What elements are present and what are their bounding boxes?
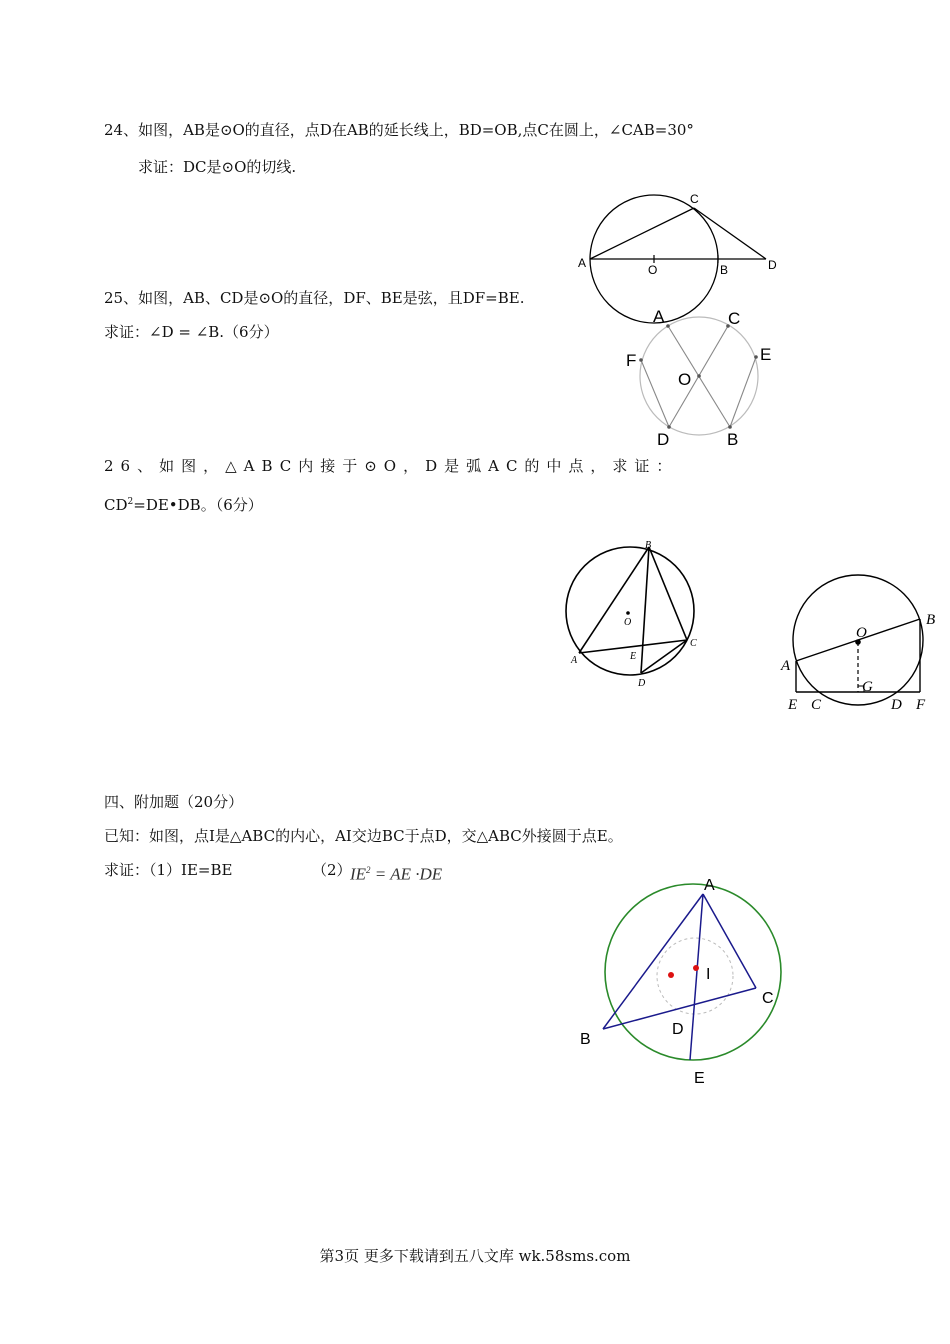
extra-label-c: C (811, 697, 822, 713)
bonus-given: 已知：如图，点I是△ABC的内心，AI交边BC于点D，交△ABC外接圆于点E。 (104, 827, 623, 845)
q26-label-o: O (624, 617, 632, 628)
q26-label-e: E (630, 651, 637, 662)
bonus-figure (570, 872, 790, 1092)
page-footer: 第3页 更多下载请到五八文库 wk.58sms.com (319, 1247, 631, 1265)
q25-label-c: C (728, 309, 741, 328)
q25-prove: 求证：∠D = ∠B.（6分） (104, 323, 279, 341)
extra-label-e: E (788, 697, 798, 713)
q25-label-e: E (760, 345, 772, 364)
extra-label-g: G (862, 679, 873, 695)
q24-label-c: C (690, 192, 699, 206)
bonus-title: 四、附加题（20分） (104, 793, 244, 811)
q26-label-d: D (638, 678, 646, 689)
bonus-label-a: A (704, 877, 715, 894)
extra-label-b: B (926, 612, 936, 628)
q26-prove: $CD^2=DE•DB$。（6分） (104, 496, 263, 514)
q25-label-b: B (727, 430, 739, 449)
q26-label-c: C (690, 638, 697, 649)
bonus-label-e: E (694, 1070, 705, 1087)
bonus-part2-label: （2） (312, 861, 352, 879)
q24-label-a: A (578, 256, 587, 270)
q25-statement: 25、如图，AB、CD是⊙O的直径，DF、BE是弦，且DF=BE. (104, 289, 525, 307)
bonus-label-b: B (580, 1031, 591, 1048)
q25-label-a: A (653, 307, 665, 326)
q24-label-b: B (720, 263, 729, 277)
extra-label-a: A (781, 658, 791, 674)
extra-figure (776, 570, 946, 720)
q26-statement: 26、如图，△ABC内接于⊙O，D是弧AC的中点，求证： (104, 457, 679, 475)
q25-label-o: O (678, 370, 692, 389)
q25-figure (620, 300, 790, 455)
q24-statement: 24、如图，AB是⊙O的直径，点D在AB的延长线上，BD=OB,点C在圆上，∠CAB=30° (104, 121, 694, 139)
bonus-label-d: D (672, 1021, 684, 1038)
q24-label-d: D (768, 258, 777, 272)
bonus-part2-formula: $IE^2$ = AE ·DE (350, 864, 443, 884)
bonus-label-i: I (706, 966, 711, 983)
extra-label-f: F (916, 697, 926, 713)
extra-label-d: D (891, 697, 902, 713)
q26-label-a: A (571, 655, 578, 666)
q25-label-f: F (626, 351, 637, 370)
q26-label-b: B (645, 540, 652, 551)
q24-prove: 求证：DC是⊙O的切线. (138, 158, 297, 176)
q24-label-o: O (648, 263, 658, 277)
q25-label-d: D (657, 430, 670, 449)
bonus-label-c: C (762, 990, 774, 1007)
q26-figure (555, 535, 715, 695)
extra-label-o: O (856, 625, 867, 641)
bonus-prove-part1: 求证：（1）IE=BE (104, 861, 233, 879)
